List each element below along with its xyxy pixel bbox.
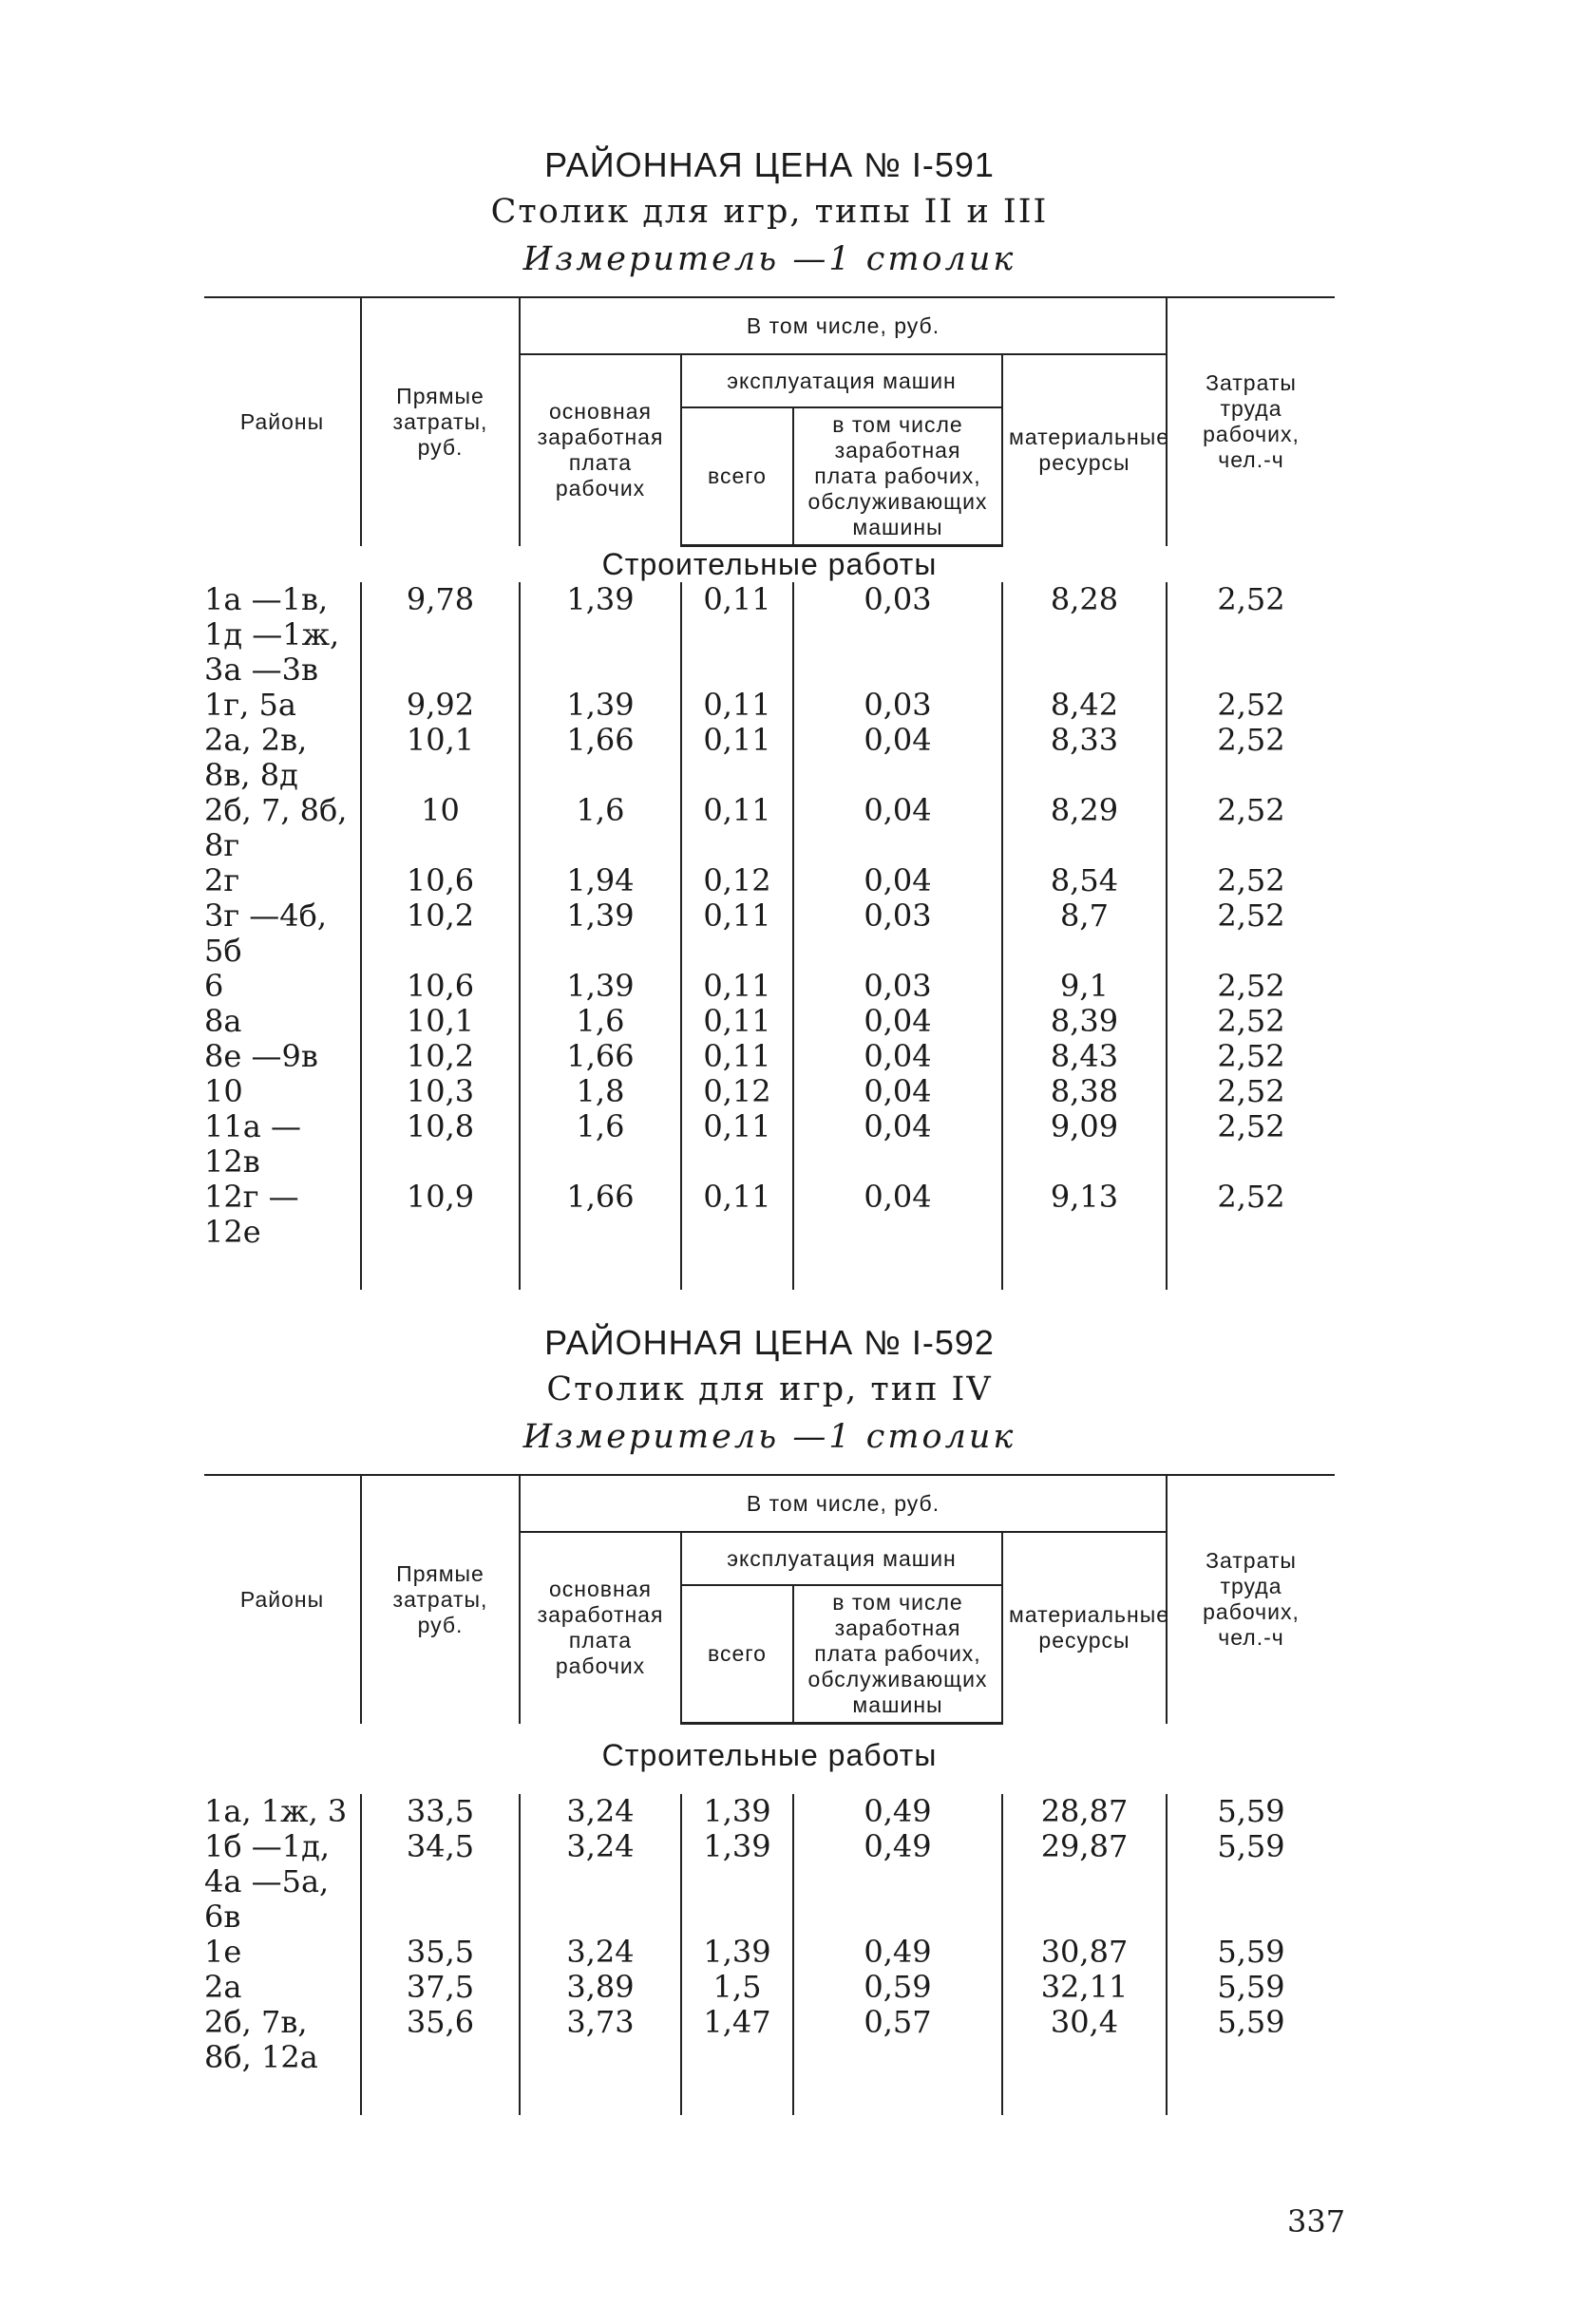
direct-cost-cell: 10,1 xyxy=(361,723,520,793)
table-row xyxy=(204,723,1335,793)
materials-cell: 8,33 xyxy=(1002,723,1167,793)
table-row xyxy=(204,1180,1335,1250)
base-wage-cell: 1,39 xyxy=(520,969,681,1004)
section-measure: Измеритель —1 столик xyxy=(522,240,1016,278)
machine-total-cell: 0,11 xyxy=(681,1180,793,1250)
region-cell: 2б, 7в, 8б, 12а xyxy=(204,2004,318,2075)
machine-wage-cell: 0,04 xyxy=(793,1180,1002,1250)
machine-wage-cell: 0,04 xyxy=(793,1074,1002,1109)
table-row xyxy=(204,898,1335,969)
header-regions: Районы xyxy=(204,297,361,546)
direct-cost-cell: 10 xyxy=(361,793,520,863)
price-table xyxy=(204,1474,1335,2115)
machine-wage-cell: 0,03 xyxy=(793,688,1002,723)
base-wage-cell: 1,66 xyxy=(520,1039,681,1074)
page-number: 337 xyxy=(1287,2203,1346,2239)
direct-cost-cell: 10,3 xyxy=(361,1074,520,1109)
materials-cell: 9,1 xyxy=(1002,969,1167,1004)
machine-wage-cell: 0,04 xyxy=(793,1109,1002,1180)
labor-cell: 2,52 xyxy=(1167,863,1335,898)
machine-wage-cell: 0,59 xyxy=(793,1970,1002,2005)
machine-wage-cell: 0,04 xyxy=(793,863,1002,898)
header-including: В том числе, руб. xyxy=(520,297,1167,354)
region-cell: 2а xyxy=(204,1969,242,2005)
header-labor: Затраты труда рабочих, чел.-ч xyxy=(1167,1475,1335,1724)
table-row xyxy=(204,688,1335,723)
machine-total-cell: 0,11 xyxy=(681,1004,793,1039)
base-wage-cell: 3,24 xyxy=(520,1794,681,1829)
machine-wage-cell: 0,04 xyxy=(793,723,1002,793)
labor-cell: 5,59 xyxy=(1167,1794,1335,1829)
labor-cell: 2,52 xyxy=(1167,1074,1335,1109)
base-wage-cell: 1,39 xyxy=(520,898,681,969)
materials-cell: 32,11 xyxy=(1002,1970,1167,2005)
labor-cell: 2,52 xyxy=(1167,969,1335,1004)
materials-cell: 8,39 xyxy=(1002,1004,1167,1039)
labor-cell: 2,52 xyxy=(1167,1109,1335,1180)
table-row xyxy=(204,1935,1335,1970)
table-row xyxy=(204,969,1335,1004)
labor-cell: 2,52 xyxy=(1167,688,1335,723)
header-labor: Затраты труда рабочих, чел.-ч xyxy=(1167,297,1335,546)
base-wage-cell: 1,94 xyxy=(520,863,681,898)
base-wage-cell: 1,66 xyxy=(520,723,681,793)
machine-wage-cell: 0,04 xyxy=(793,1039,1002,1074)
section-subtitle: Столик для игр, тип IV xyxy=(546,1370,993,1408)
materials-cell: 8,29 xyxy=(1002,793,1167,863)
machine-total-cell: 0,11 xyxy=(681,1109,793,1180)
materials-cell: 30,87 xyxy=(1002,1935,1167,1970)
table-row xyxy=(204,863,1335,898)
machine-total-cell: 1,39 xyxy=(681,1935,793,1970)
materials-cell: 28,87 xyxy=(1002,1794,1167,1829)
base-wage-cell: 1,6 xyxy=(520,793,681,863)
region-cell: 1б —1д, 4а —5а, 6в xyxy=(204,1828,331,1935)
machine-total-cell: 0,11 xyxy=(681,898,793,969)
table-row xyxy=(204,1004,1335,1039)
region-cell: 6 xyxy=(204,968,224,1004)
base-wage-cell: 3,24 xyxy=(520,1829,681,1935)
region-cell: 8е —9в xyxy=(204,1038,318,1074)
region-cell: 2г xyxy=(204,862,240,898)
table-row xyxy=(204,1039,1335,1074)
labor-cell: 2,52 xyxy=(1167,1039,1335,1074)
header-materials: материальные ресурсы xyxy=(1002,354,1167,546)
region-cell: 1а —1в, 1д —1ж, 3а —3в xyxy=(204,581,340,688)
machine-total-cell: 0,11 xyxy=(681,1039,793,1074)
direct-cost-cell: 10,8 xyxy=(361,1109,520,1180)
table-row xyxy=(204,1829,1335,1935)
materials-cell: 8,42 xyxy=(1002,688,1167,723)
machine-wage-cell: 0,49 xyxy=(793,1794,1002,1829)
base-wage-cell: 3,89 xyxy=(520,1970,681,2005)
header-materials: материальные ресурсы xyxy=(1002,1532,1167,1724)
section-title: РАЙОННАЯ ЦЕНА № I-592 xyxy=(544,1323,995,1362)
base-wage-cell: 1,39 xyxy=(520,688,681,723)
base-wage-cell: 1,6 xyxy=(520,1004,681,1039)
table-row xyxy=(204,793,1335,863)
base-wage-cell: 1,8 xyxy=(520,1074,681,1109)
machine-total-cell: 0,11 xyxy=(681,969,793,1004)
works-caption: Строительные работы xyxy=(601,1738,938,1772)
region-cell: 1а, 1ж, 3 xyxy=(204,1793,348,1829)
direct-cost-cell: 35,5 xyxy=(361,1935,520,1970)
labor-cell: 5,59 xyxy=(1167,2005,1335,2075)
materials-cell: 8,43 xyxy=(1002,1039,1167,1074)
base-wage-cell: 3,73 xyxy=(520,2005,681,2075)
labor-cell: 5,59 xyxy=(1167,1970,1335,2005)
region-cell: 1г, 5а xyxy=(204,687,296,723)
header-machine-wage: в том числе заработная плата рабочих, обслуживающих машины xyxy=(793,1585,1002,1724)
table-row xyxy=(204,1074,1335,1109)
direct-cost-cell: 35,6 xyxy=(361,2005,520,2075)
price-table xyxy=(204,296,1335,1290)
header-base-wage: основная заработная плата рабочих xyxy=(520,1532,681,1724)
labor-cell: 5,59 xyxy=(1167,1935,1335,1970)
machine-wage-cell: 0,03 xyxy=(793,969,1002,1004)
labor-cell: 2,52 xyxy=(1167,582,1335,688)
materials-cell: 29,87 xyxy=(1002,1829,1167,1935)
header-regions: Районы xyxy=(204,1475,361,1724)
section-title: РАЙОННАЯ ЦЕНА № I-591 xyxy=(544,145,995,184)
table-row xyxy=(204,2005,1335,2075)
direct-cost-cell: 10,1 xyxy=(361,1004,520,1039)
machine-total-cell: 0,12 xyxy=(681,1074,793,1109)
direct-cost-cell: 10,2 xyxy=(361,1039,520,1074)
materials-cell: 30,4 xyxy=(1002,2005,1167,2075)
materials-cell: 8,7 xyxy=(1002,898,1167,969)
machine-total-cell: 0,11 xyxy=(681,688,793,723)
price-section-592 xyxy=(204,1320,1335,2115)
direct-cost-cell: 10,2 xyxy=(361,898,520,969)
direct-cost-cell: 10,9 xyxy=(361,1180,520,1250)
region-cell: 12г —12е xyxy=(204,1179,299,1250)
header-direct-costs: Прямые затраты, руб. xyxy=(361,1475,520,1724)
base-wage-cell: 1,66 xyxy=(520,1180,681,1250)
base-wage-cell: 1,39 xyxy=(520,582,681,688)
labor-cell: 5,59 xyxy=(1167,1829,1335,1935)
labor-cell: 2,52 xyxy=(1167,723,1335,793)
direct-cost-cell: 33,5 xyxy=(361,1794,520,1829)
region-cell: 11а —12в xyxy=(204,1108,301,1180)
base-wage-cell: 1,6 xyxy=(520,1109,681,1180)
header-total: всего xyxy=(681,1585,793,1724)
machine-wage-cell: 0,49 xyxy=(793,1829,1002,1935)
materials-cell: 8,54 xyxy=(1002,863,1167,898)
region-cell: 2а, 2в, 8в, 8д xyxy=(204,722,308,793)
machine-wage-cell: 0,03 xyxy=(793,898,1002,969)
direct-cost-cell: 34,5 xyxy=(361,1829,520,1935)
header-including: В том числе, руб. xyxy=(520,1475,1167,1532)
labor-cell: 2,52 xyxy=(1167,1004,1335,1039)
table-row xyxy=(204,1109,1335,1180)
machine-total-cell: 1,39 xyxy=(681,1829,793,1935)
machine-wage-cell: 0,57 xyxy=(793,2005,1002,2075)
header-machine-wage: в том числе заработная плата рабочих, обслуживающих машины xyxy=(793,407,1002,546)
header-machine-operation: эксплуатация машин xyxy=(681,354,1002,407)
machine-total-cell: 0,11 xyxy=(681,793,793,863)
machine-wage-cell: 0,04 xyxy=(793,793,1002,863)
table-row xyxy=(204,582,1335,688)
price-section-591 xyxy=(204,142,1335,1290)
machine-wage-cell: 0,03 xyxy=(793,582,1002,688)
machine-total-cell: 0,11 xyxy=(681,723,793,793)
materials-cell: 8,38 xyxy=(1002,1074,1167,1109)
base-wage-cell: 3,24 xyxy=(520,1935,681,1970)
region-cell: 3г —4б, 5б xyxy=(204,897,328,969)
machine-wage-cell: 0,04 xyxy=(793,1004,1002,1039)
labor-cell: 2,52 xyxy=(1167,898,1335,969)
header-direct-costs: Прямые затраты, руб. xyxy=(361,297,520,546)
region-cell: 10 xyxy=(204,1073,243,1109)
works-caption: Строительные работы xyxy=(601,547,938,581)
region-cell: 2б, 7, 8б, 8г xyxy=(204,792,348,863)
machine-total-cell: 0,11 xyxy=(681,582,793,688)
direct-cost-cell: 10,6 xyxy=(361,863,520,898)
direct-cost-cell: 37,5 xyxy=(361,1970,520,2005)
table-row xyxy=(204,1794,1335,1829)
machine-total-cell: 0,12 xyxy=(681,863,793,898)
direct-cost-cell: 9,92 xyxy=(361,688,520,723)
labor-cell: 2,52 xyxy=(1167,793,1335,863)
labor-cell: 2,52 xyxy=(1167,1180,1335,1250)
section-measure: Измеритель —1 столик xyxy=(522,1418,1016,1456)
section-subtitle: Столик для игр, типы II и III xyxy=(490,193,1049,231)
header-machine-operation: эксплуатация машин xyxy=(681,1532,1002,1585)
header-base-wage: основная заработная плата рабочих xyxy=(520,354,681,546)
materials-cell: 9,09 xyxy=(1002,1109,1167,1180)
machine-total-cell: 1,47 xyxy=(681,2005,793,2075)
machine-total-cell: 1,5 xyxy=(681,1970,793,2005)
materials-cell: 8,28 xyxy=(1002,582,1167,688)
direct-cost-cell: 10,6 xyxy=(361,969,520,1004)
direct-cost-cell: 9,78 xyxy=(361,582,520,688)
header-total: всего xyxy=(681,407,793,546)
materials-cell: 9,13 xyxy=(1002,1180,1167,1250)
region-cell: 1е xyxy=(204,1934,242,1970)
machine-wage-cell: 0,49 xyxy=(793,1935,1002,1970)
region-cell: 8а xyxy=(204,1003,242,1039)
machine-total-cell: 1,39 xyxy=(681,1794,793,1829)
table-row xyxy=(204,1970,1335,2005)
